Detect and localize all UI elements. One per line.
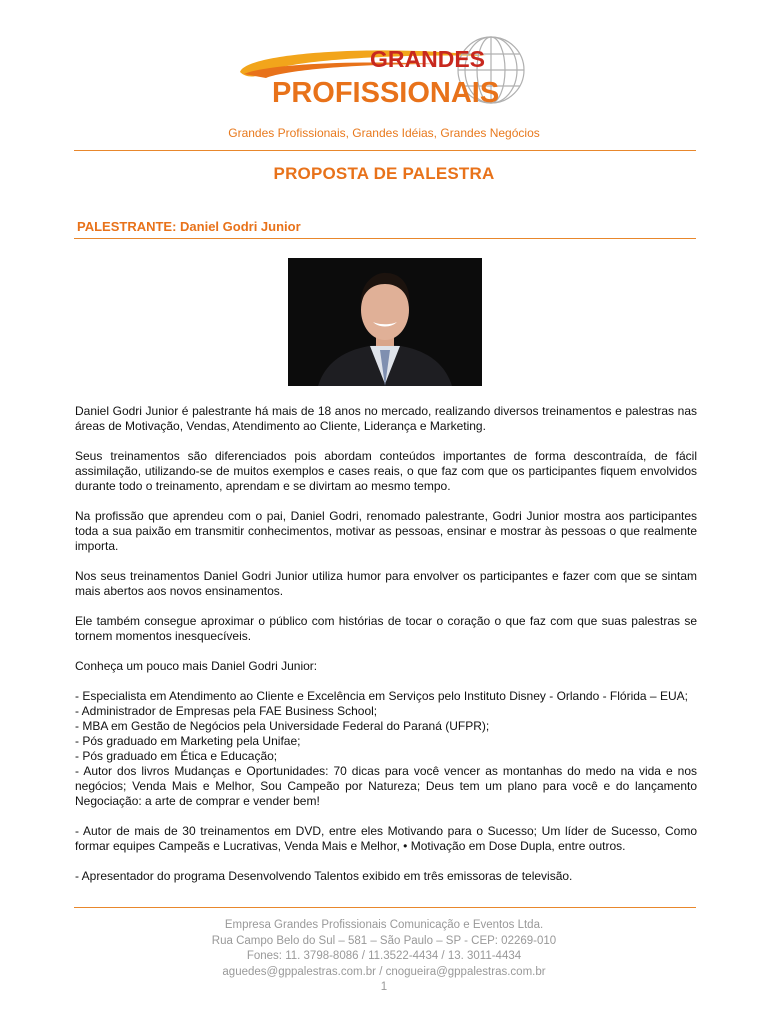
logo-text-grandes: GRANDES bbox=[370, 46, 486, 72]
credential-item: - Autor dos livros Mudanças e Oportunidades: 70 dicas para você vencer as montanhas do medo na vida e nos negócios; Venda Mais e Melhor, Sou Campeão por Natureza; Deus tem um plano para você e do lançamento Negociação: a arte de comprar e vender bem! bbox=[75, 764, 697, 808]
footer-company: Empresa Grandes Profissionais Comunicação e Eventos Ltda. bbox=[224, 919, 544, 931]
speaker-divider bbox=[74, 238, 696, 239]
dvd-paragraph: - Autor de mais de 30 treinamentos em DVD, entre eles Motivando para o Sucesso; Um líder de Sucesso, Como formar equipes Campeãs e Lucrativas, Venda Mais e Melhor, • Motivação em Dose Dupla, entre outros. bbox=[75, 824, 697, 853]
bio-paragraph: Na profissão que aprendeu com o pai, Daniel Godri, renomado palestrante, Godri Junior mostra aos participantes toda a sua paixão em transmitir conhecimentos, motivar as pessoas, ensinar e mostrar às pessoas o que realmente importa. bbox=[75, 509, 697, 553]
bio-paragraph: Ele também consegue aproximar o público com histórias de tocar o coração o que faz com que suas palestras se tornem momentos inesquecíveis. bbox=[75, 614, 697, 643]
speaker-bio bbox=[75, 404, 697, 884]
tagline: Grandes Profissionais, Grandes Idéias, Grandes Negócios bbox=[228, 126, 540, 140]
footer-emails[interactable]: aguedes@gppalestras.com.br / cnogueira@gppalestras.com.br bbox=[222, 965, 546, 978]
page-title: PROPOSTA DE PALESTRA bbox=[273, 164, 495, 183]
bio-paragraph: Seus treinamentos são diferenciados pois abordam conteúdos importantes de forma descontraída, de fácil assimilação, utilizando-se de muitos exemplos e cases reais, o que faz com que os participantes fiquem envolvidos durante todo o treinamento, aprendam e se divirtam ao mesmo tempo. bbox=[75, 449, 697, 493]
tv-paragraph: - Apresentador do programa Desenvolvendo Talentos exibido em três emissoras de televisão. bbox=[75, 869, 573, 883]
credential-item: - Pós graduado em Ética e Educação; bbox=[75, 749, 278, 763]
bio-paragraph: Daniel Godri Junior é palestrante há mais de 18 anos no mercado, realizando diversos treinamentos e palestras nas áreas de Motivação, Vendas, Atendimento ao Cliente, Liderança e Marketing. bbox=[75, 404, 697, 433]
speaker-heading: PALESTRANTE: Daniel Godri Junior bbox=[77, 219, 301, 234]
page-footer bbox=[0, 918, 768, 996]
speaker-photo bbox=[288, 258, 482, 386]
footer-phones: Fones: 11. 3798-8086 / 11.3522-4434 / 13. 3011-4434 bbox=[246, 950, 522, 962]
credential-item: - Administrador de Empresas pela FAE Business School; bbox=[75, 704, 378, 718]
credential-item: - Especialista em Atendimento ao Cliente e Excelência em Serviços pelo Instituto Disney - Orlando - Flórida – EUA; bbox=[75, 689, 688, 703]
bio-intro: Conheça um pouco mais Daniel Godri Junior: bbox=[75, 659, 318, 673]
credentials-list bbox=[75, 689, 697, 809]
footer-address: Rua Campo Belo do Sul – 581 – São Paulo – SP - CEP: 02269-010 bbox=[211, 934, 557, 947]
logo-text-profissionais: PROFISSIONAIS bbox=[272, 77, 500, 109]
footer-divider bbox=[74, 907, 696, 908]
bio-paragraph: Nos seus treinamentos Daniel Godri Junior utiliza humor para envolver os participantes e fazer com que se sintam mais abertos aos novos ensinamentos. bbox=[75, 569, 697, 598]
header-divider bbox=[74, 150, 696, 151]
credential-item: - Pós graduado em Marketing pela Unifae; bbox=[75, 734, 301, 748]
company-logo bbox=[236, 34, 532, 116]
credential-item: - MBA em Gestão de Negócios pela Universidade Federal do Paraná (UFPR); bbox=[75, 719, 490, 733]
page-number: 1 bbox=[380, 981, 388, 993]
